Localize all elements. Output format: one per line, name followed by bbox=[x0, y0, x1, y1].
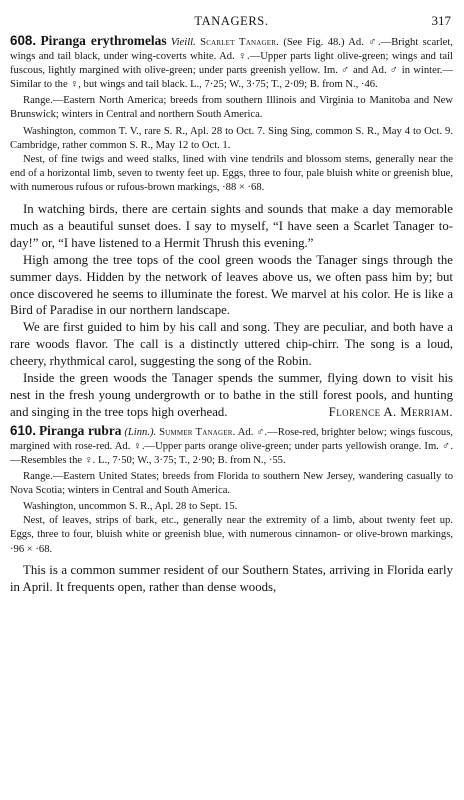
common-name: Scarlet Tanager. bbox=[200, 37, 279, 48]
records-text: Washington, common T. V., rare S. R., Apl. 28 to Oct. 7. Sing Sing, common S. R., May 4 to Oct. 9. Cambridge, rather common S. R., May 12 to Oct. 1. bbox=[10, 125, 453, 151]
description: Ad. ♂.—Rose-red, brighter below; wings fuscous, margined with rose-red. Ad. ♀.—Upper parts orange olive-green; under parts yellowish orange. Im. ♂.—Resembles the ♀. L., 7·50; W., 3·75; T., 2·90; B. from N., ·55. bbox=[10, 426, 453, 466]
species-entry-610 bbox=[10, 424, 453, 596]
author-signature: Florence A. Merriam. bbox=[328, 404, 453, 419]
nest-text: Nest, of leaves, strips of bark, etc., generally near the extremity of a limb, about twenty feet up. Eggs, three to four, bluish white or greenish blue, with numerous cinnamon- or olive-brown markings, ·96 × ·68. bbox=[10, 515, 453, 555]
species-number: 608. bbox=[10, 33, 37, 48]
essay-paragraph: In watching birds, there are certain sights and sounds that make a day memorable much as a beautiful sunset does. I say to myself, “I have seen a Scarlet Tanager to-day!” or, “I have listened to a Hermit Thrush this evening.” bbox=[10, 202, 453, 250]
scientific-name: Piranga erythromelas bbox=[40, 33, 167, 48]
running-head: TANAGERS. bbox=[194, 14, 269, 28]
range-text: Range.—Eastern North America; breeds from southern Illinois and Virginia to Manitoba and New Brunswick; winters in Central and northern South America. bbox=[10, 95, 453, 121]
scientific-name: Piranga rubra bbox=[38, 422, 122, 438]
species-entry-608 bbox=[10, 34, 453, 195]
page-header bbox=[10, 0, 453, 34]
essay-text: Inside the green woods the Tanager spends the summer, flying down to visit his nest in the fresh young undergrowth or to bathe in the still forest pools, and hunting and singing in the tree tops high overhead. bbox=[10, 371, 453, 419]
nest-text: Nest, of fine twigs and weed stalks, lined with vine tendrils and blossom stems, generally near the end of a horizontal limb, seven to twenty feet up. Eggs, three to four, pale bluish white or greenish blue, with numerous rufous or rufous-brown markings, ·88 × ·68. bbox=[10, 153, 453, 193]
essay-paragraph-last bbox=[10, 370, 453, 421]
essay-paragraph: High among the tree tops of the cool green woods the Tanager sings through the summer days. Hidden by the network of leaves above us, we often pass him by; but once discovered he seems to illuminate the forest. We marvel at his color. He is like a Bird of Paradise in our northern landscape. bbox=[10, 252, 453, 318]
essay-paragraph: This is a common summer resident of our Southern States, arriving in Florida early in April. It frequents open, rather than dense woods, bbox=[10, 562, 453, 594]
description: (See Fig. 48.) Ad. ♂.—Bright scarlet, wings and tail black, under wing-coverts white. Ad. ♀.—Upper parts light olive-green; wings and tail fuscous, lightly margined with olive-green; under parts greenish yellow. Im. ♂ and Ad. ♂ in winter.—Similar to the ♀, but wings and tail black. L., 7·25; W., 3·75; T., 2·09; B. from N., ·46. bbox=[10, 37, 453, 91]
authority: (Linn.). bbox=[124, 426, 157, 438]
species-number: 610. bbox=[10, 422, 37, 438]
records-text: Washington, uncommon S. R., Apl. 28 to Sept. 15. bbox=[23, 501, 238, 513]
range-text: Range.—Eastern United States; breeds from Florida to southern New Jersey, wandering casually to Nova Scotia; winters in Central and South America. bbox=[10, 471, 453, 497]
essay-paragraph: We are first guided to him by his call and song. They are peculiar, and both have a rare woods flavor. The call is a distinctly uttered chip-chirr. The song is a loud, cheery, rhythmical carol, suggesting the song of the Robin. bbox=[10, 320, 453, 369]
species-heading-608 bbox=[10, 34, 453, 92]
species-heading-610 bbox=[10, 424, 453, 468]
page-number: 317 bbox=[431, 13, 451, 28]
common-name: Summer Tanager. bbox=[159, 426, 236, 438]
authority: Vieill. bbox=[170, 37, 196, 48]
essay-608 bbox=[10, 201, 453, 421]
